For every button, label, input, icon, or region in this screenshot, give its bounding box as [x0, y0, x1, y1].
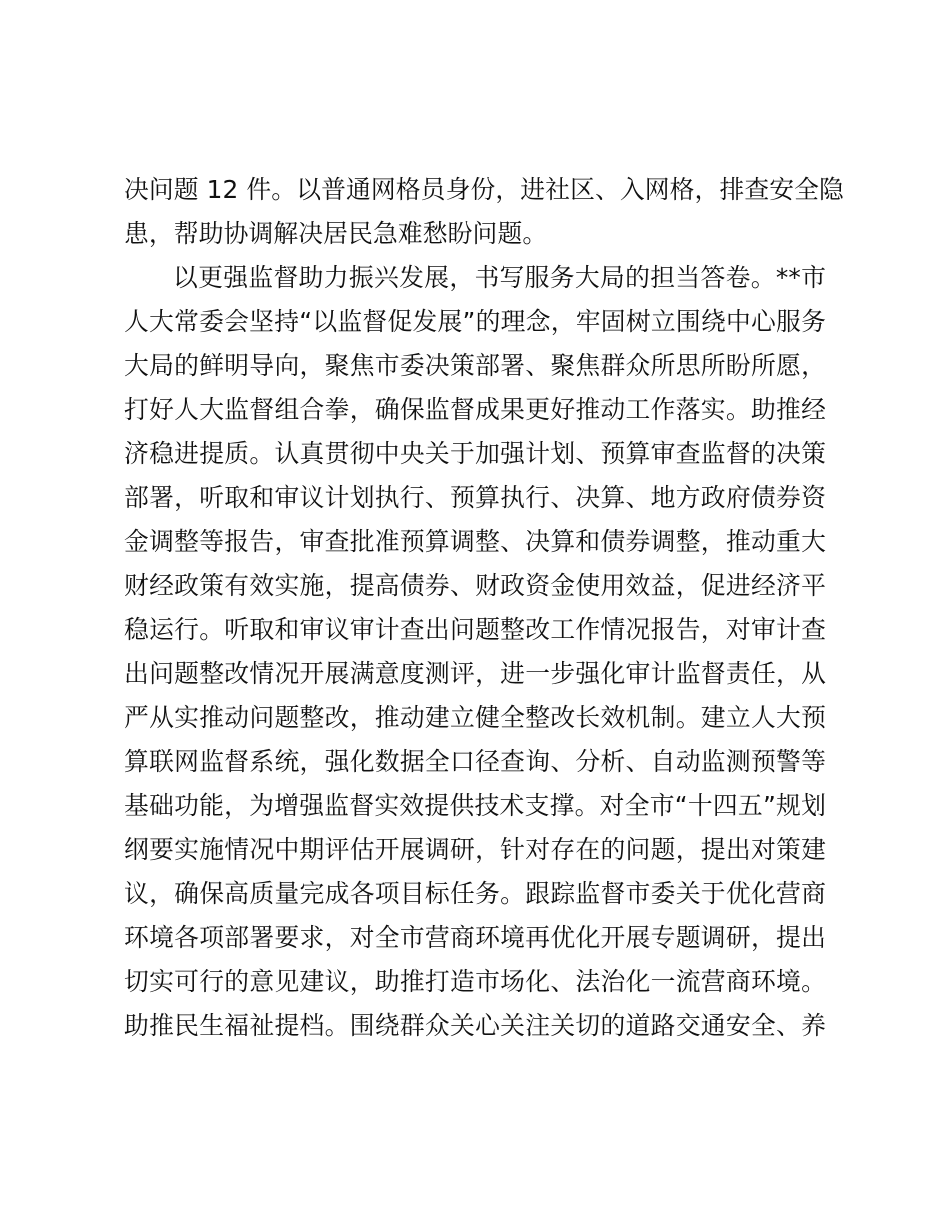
- text-line: 稳运行。听取和审议审计查出问题整改工作情况报告，对审计查: [124, 615, 826, 644]
- text-line: 严从实推动问题整改，推动建立健全整改长效机制。建立人大预: [124, 703, 826, 732]
- text-line: 议，确保高质量完成各项目标任务。跟踪监督市委关于优化营商: [124, 879, 826, 908]
- text-line: 出问题整改情况开展满意度测评，进一步强化审计监督责任，从: [124, 659, 826, 688]
- text-line: 算联网监督系统，强化数据全口径查询、分析、自动监测预警等: [124, 747, 826, 776]
- text-line: 切实可行的意见建议，助推打造市场化、法治化一流营商环境。: [124, 967, 826, 996]
- text-line: 金调整等报告，审查批准预算调整、决算和债券调整，推动重大: [124, 527, 826, 556]
- text-line: 财经政策有效实施，提高债券、财政资金使用效益，促进经济平: [124, 571, 826, 600]
- text-line: 纲要实施情况中期评估开展调研，针对存在的问题，提出对策建: [124, 835, 826, 864]
- text-line: 环境各项部署要求，对全市营商环境再优化开展专题调研，提出: [124, 923, 826, 952]
- text-line: 打好人大监督组合拳，确保监督成果更好推动工作落实。助推经: [124, 395, 826, 424]
- paragraph-first-line: 以更强监督助力振兴发展，书写服务大局的担当答卷。**市: [173, 263, 826, 292]
- text-line: 助推民生福祉提档。围绕群众关心关注关切的道路交通安全、养: [124, 1011, 826, 1040]
- text-line: 济稳进提质。认真贯彻中央关于加强计划、预算审查监督的决策: [124, 439, 826, 468]
- text-line: 部署，听取和审议计划执行、预算执行、决算、地方政府债券资: [124, 483, 826, 512]
- text-line: 决问题 12 件。以普通网格员身份，进社区、入网格，排查安全隐: [124, 175, 844, 204]
- text-line: 大局的鲜明导向，聚焦市委决策部署、聚焦群众所思所盼所愿，: [124, 351, 826, 380]
- text-line: 基础功能，为增强监督实效提供技术支撑。对全市“十四五”规划: [124, 791, 826, 820]
- text-line: 患，帮助协调解决居民急难愁盼问题。: [124, 219, 548, 248]
- text-line: 人大常委会坚持“以监督促发展”的理念，牢固树立围绕中心服务: [124, 307, 826, 336]
